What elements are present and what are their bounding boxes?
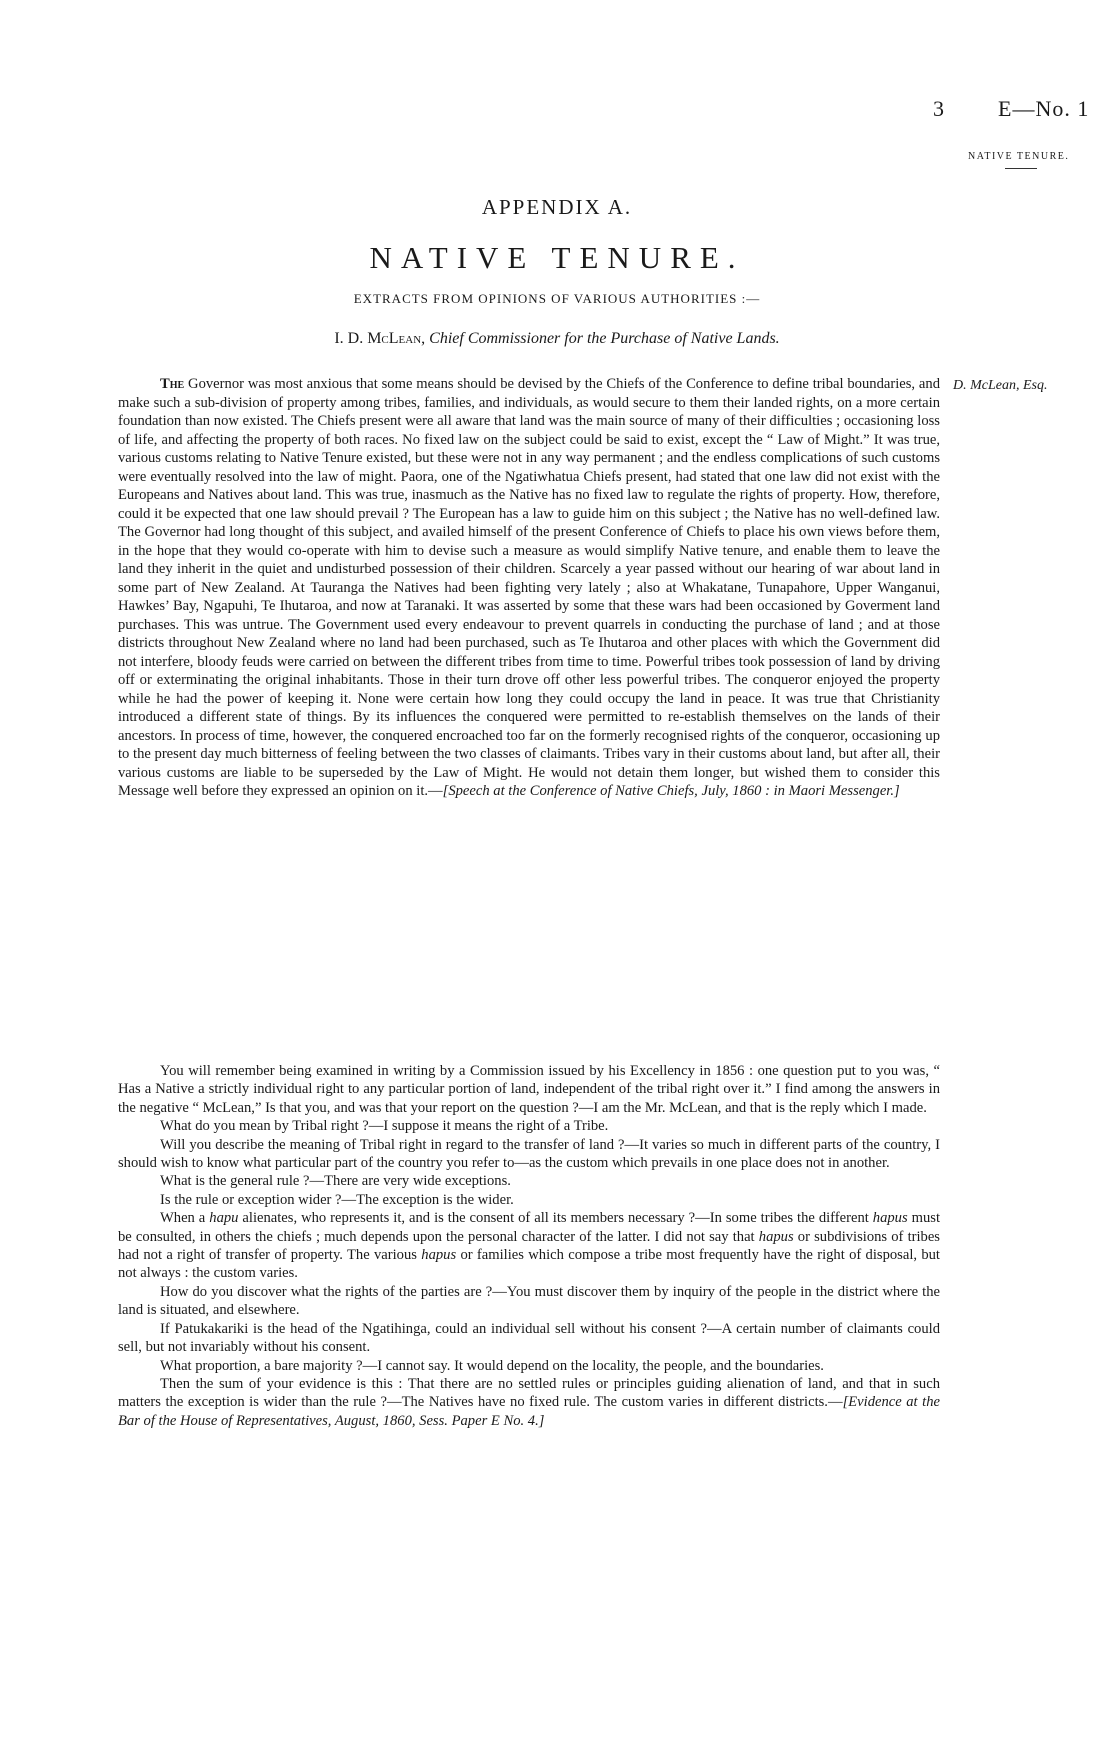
evidence-paragraph-3: Will you describe the meaning of Tribal right in regard to the transfer of land ?—It varies so much in different parts of the country, I should wish to know what particular part of the country you refer to—as the custom which prevails in one place does not in another. (118, 1136, 940, 1172)
text-run: must be consulted, in others the chiefs ; much depends upon the personal character of the latter. I did not say that (118, 1210, 941, 1245)
authority-role: Chief Commissioner for the Purchase of Native Lands. (429, 330, 780, 347)
evidence-paragraph-5: Is the rule or exception wider ?—The exception is the wider. (160, 1191, 514, 1208)
extracts-heading: EXTRACTS FROM OPINIONS OF VARIOUS AUTHORITIES :— (353, 291, 761, 306)
authority-name: McLean (367, 330, 422, 347)
text-run: or subdivisions of tribes had not a right of transfer of property. The various (118, 1228, 940, 1264)
evidence-paragraph-4: What is the general rule ?—There are very wide exceptions. (160, 1173, 511, 1190)
authority-heading: I. D. McLean, Chief Commissioner for the Purchase of Native Lands. (334, 330, 780, 347)
page-number: 3 (933, 96, 944, 121)
evidence-paragraph-9: What proportion, a bare majority ?—I cannot say. It would depend on the locality, the people, and the boundaries. (160, 1357, 824, 1374)
running-head: NATIVE TENURE. (968, 151, 1070, 162)
evidence-paragraph-10 (118, 1375, 940, 1430)
speech-paragraph (118, 375, 940, 801)
evidence-paragraph-8: If Patukakariki is the head of the Ngatihinga, could an individual sell without his consent ?—A certain number of claimants could sell, but not invariably without his consent. (118, 1320, 940, 1356)
maori-term: hapus (872, 1210, 908, 1227)
evidence-paragraph-2: What do you mean by Tribal right ?—I suppose it means the right of a Tribe. (160, 1118, 609, 1135)
evidence-section (118, 1062, 940, 1430)
speech-body: Governor was most anxious that some means should be devised by the Chiefs of the Conference to define tribal boundaries, and make such a sub-division of property among tribes, families, and individuals, as would secure to them their landed rights, on a more certain foundation than now existed. The Chiefs present were all aware that land was the main source of many of their difficulties ; occasioning loss of life, and affecting the property of both races. No fixed law on the subject could be said to exist, except the “ Law of Might.” It was true, various customs relating to Native Tenure existed, but these were not in any way permanent ; and the endless complications of such customs were eventually resolved into the law of might. Paora, one of the Ngatiwhatua Chiefs present, had stated that one law did not exist with the Europeans and Natives about land. This was true, inasmuch as the Native has no fixed law to regulate the rights of property. How, therefore, could it be expected that one law should prevail ? The European has a law to guide him on this subject ; the Native has no well-defined law. The Governor had long thought of this subject, and availed himself of the present Conference of Chiefs to place his own views before them, in the hope that they would co-operate with him to devise such a measure as would simplify Native tenure, and enable them to leave the land they inherit in the quiet and undisturbed possession of their children. Scarcely a year passed without our hearing of war about land in some part of New Zealand. At Tauranga the Natives had been fighting very lately ; also at Whakatane, Tunapahore, Upper Wanganui, Hawkes’ Bay, Ngapuhi, Te Ihutaroa, and now at Taranaki. It was asserted by some that these wars had been occasioned by Goverment land purchases. This was untrue. The Government used every endeavour to prevent quarrels in conducting the purchase of land ; and at those districts throughout New Zealand where no land had been purchased, such as Te Ihutaroa and other places with which the Government did not interfere, bloody feuds were carried on between the different tribes from time to time. Powerful tribes took possession of land by driving off or exterminating the original inhabitants. Those in their turn drove off other less powerful tribes. The conqueror enjoyed the property while he had the power of keeping it. None were certain how long they could occupy the land in peace. It was true that Christianity introduced a different state of things. By its influences the conquered were permitted to re-establish themselves on the lands of their ancestors. In process of time, however, the conquered encroached too far on the formerly recognised rights of the conqueror, occasioning up to the present day much bitterness of feeling between the two classes of claimants. Tribes vary in their customs about land, but after all, their various customs are liable to be superseded by the Law of Might. He would not detain them longer, but wished them to consider this Message well before they expressed an opinion on it.— (118, 376, 940, 799)
text-run: When a (160, 1210, 210, 1227)
maori-term: hapus (421, 1247, 457, 1264)
text-run: alienates, who represents it, and is the consent of all its members necessary ?—In some tribes the different (238, 1210, 873, 1227)
evidence-paragraph-7: How do you discover what the rights of the parties are ?—You must discover them by inquiry of the people in the district where the land is situated, and elsewhere. (118, 1283, 940, 1319)
appendix-heading: APPENDIX A. (481, 195, 633, 219)
maori-term: hapu (209, 1210, 239, 1227)
sidenote: D. McLean, Esq. (953, 378, 1048, 393)
paper-id: E—No. 1 (998, 96, 1090, 121)
text-run: or families which compose a tribe most frequently have the right of disposal, but not always : the custom varies. (118, 1247, 940, 1282)
text-run: Then the sum of your evidence is this : That there are no settled rules or principles guiding alienation of land, and that in such matters the exception is wider than the rule ?—The Natives have no fixed rule. The custom varies in different districts.— (118, 1375, 940, 1411)
running-head-rule (1005, 168, 1037, 169)
evidence-citation: [Evidence at the Bar of the House of Representatives, August, 1860, Sess. Paper E No. 4.] (118, 1394, 940, 1429)
maori-term: hapus (758, 1228, 794, 1245)
main-title: NATIVE TENURE. (369, 240, 745, 275)
speech-citation: [Speech at the Conference of Native Chiefs, July, 1860 : in Maori Messenger.] (442, 783, 900, 799)
evidence-paragraph-1: You will remember being examined in writing by a Commission issued by his Excellency in 1856 : one question put to you was, “ Has a Native a strictly individual right to any particular portion of land, independent of the tribal right over it.” I find among the answers in the negative “ McLean,” Is that you, and was that your report on the question ?—I am the Mr. McLean, and that is the reply which I made. (118, 1063, 940, 1116)
evidence-paragraph-6 (118, 1209, 940, 1283)
speech-lead: The (160, 376, 185, 392)
authority-prefix: I. D. (334, 330, 368, 347)
